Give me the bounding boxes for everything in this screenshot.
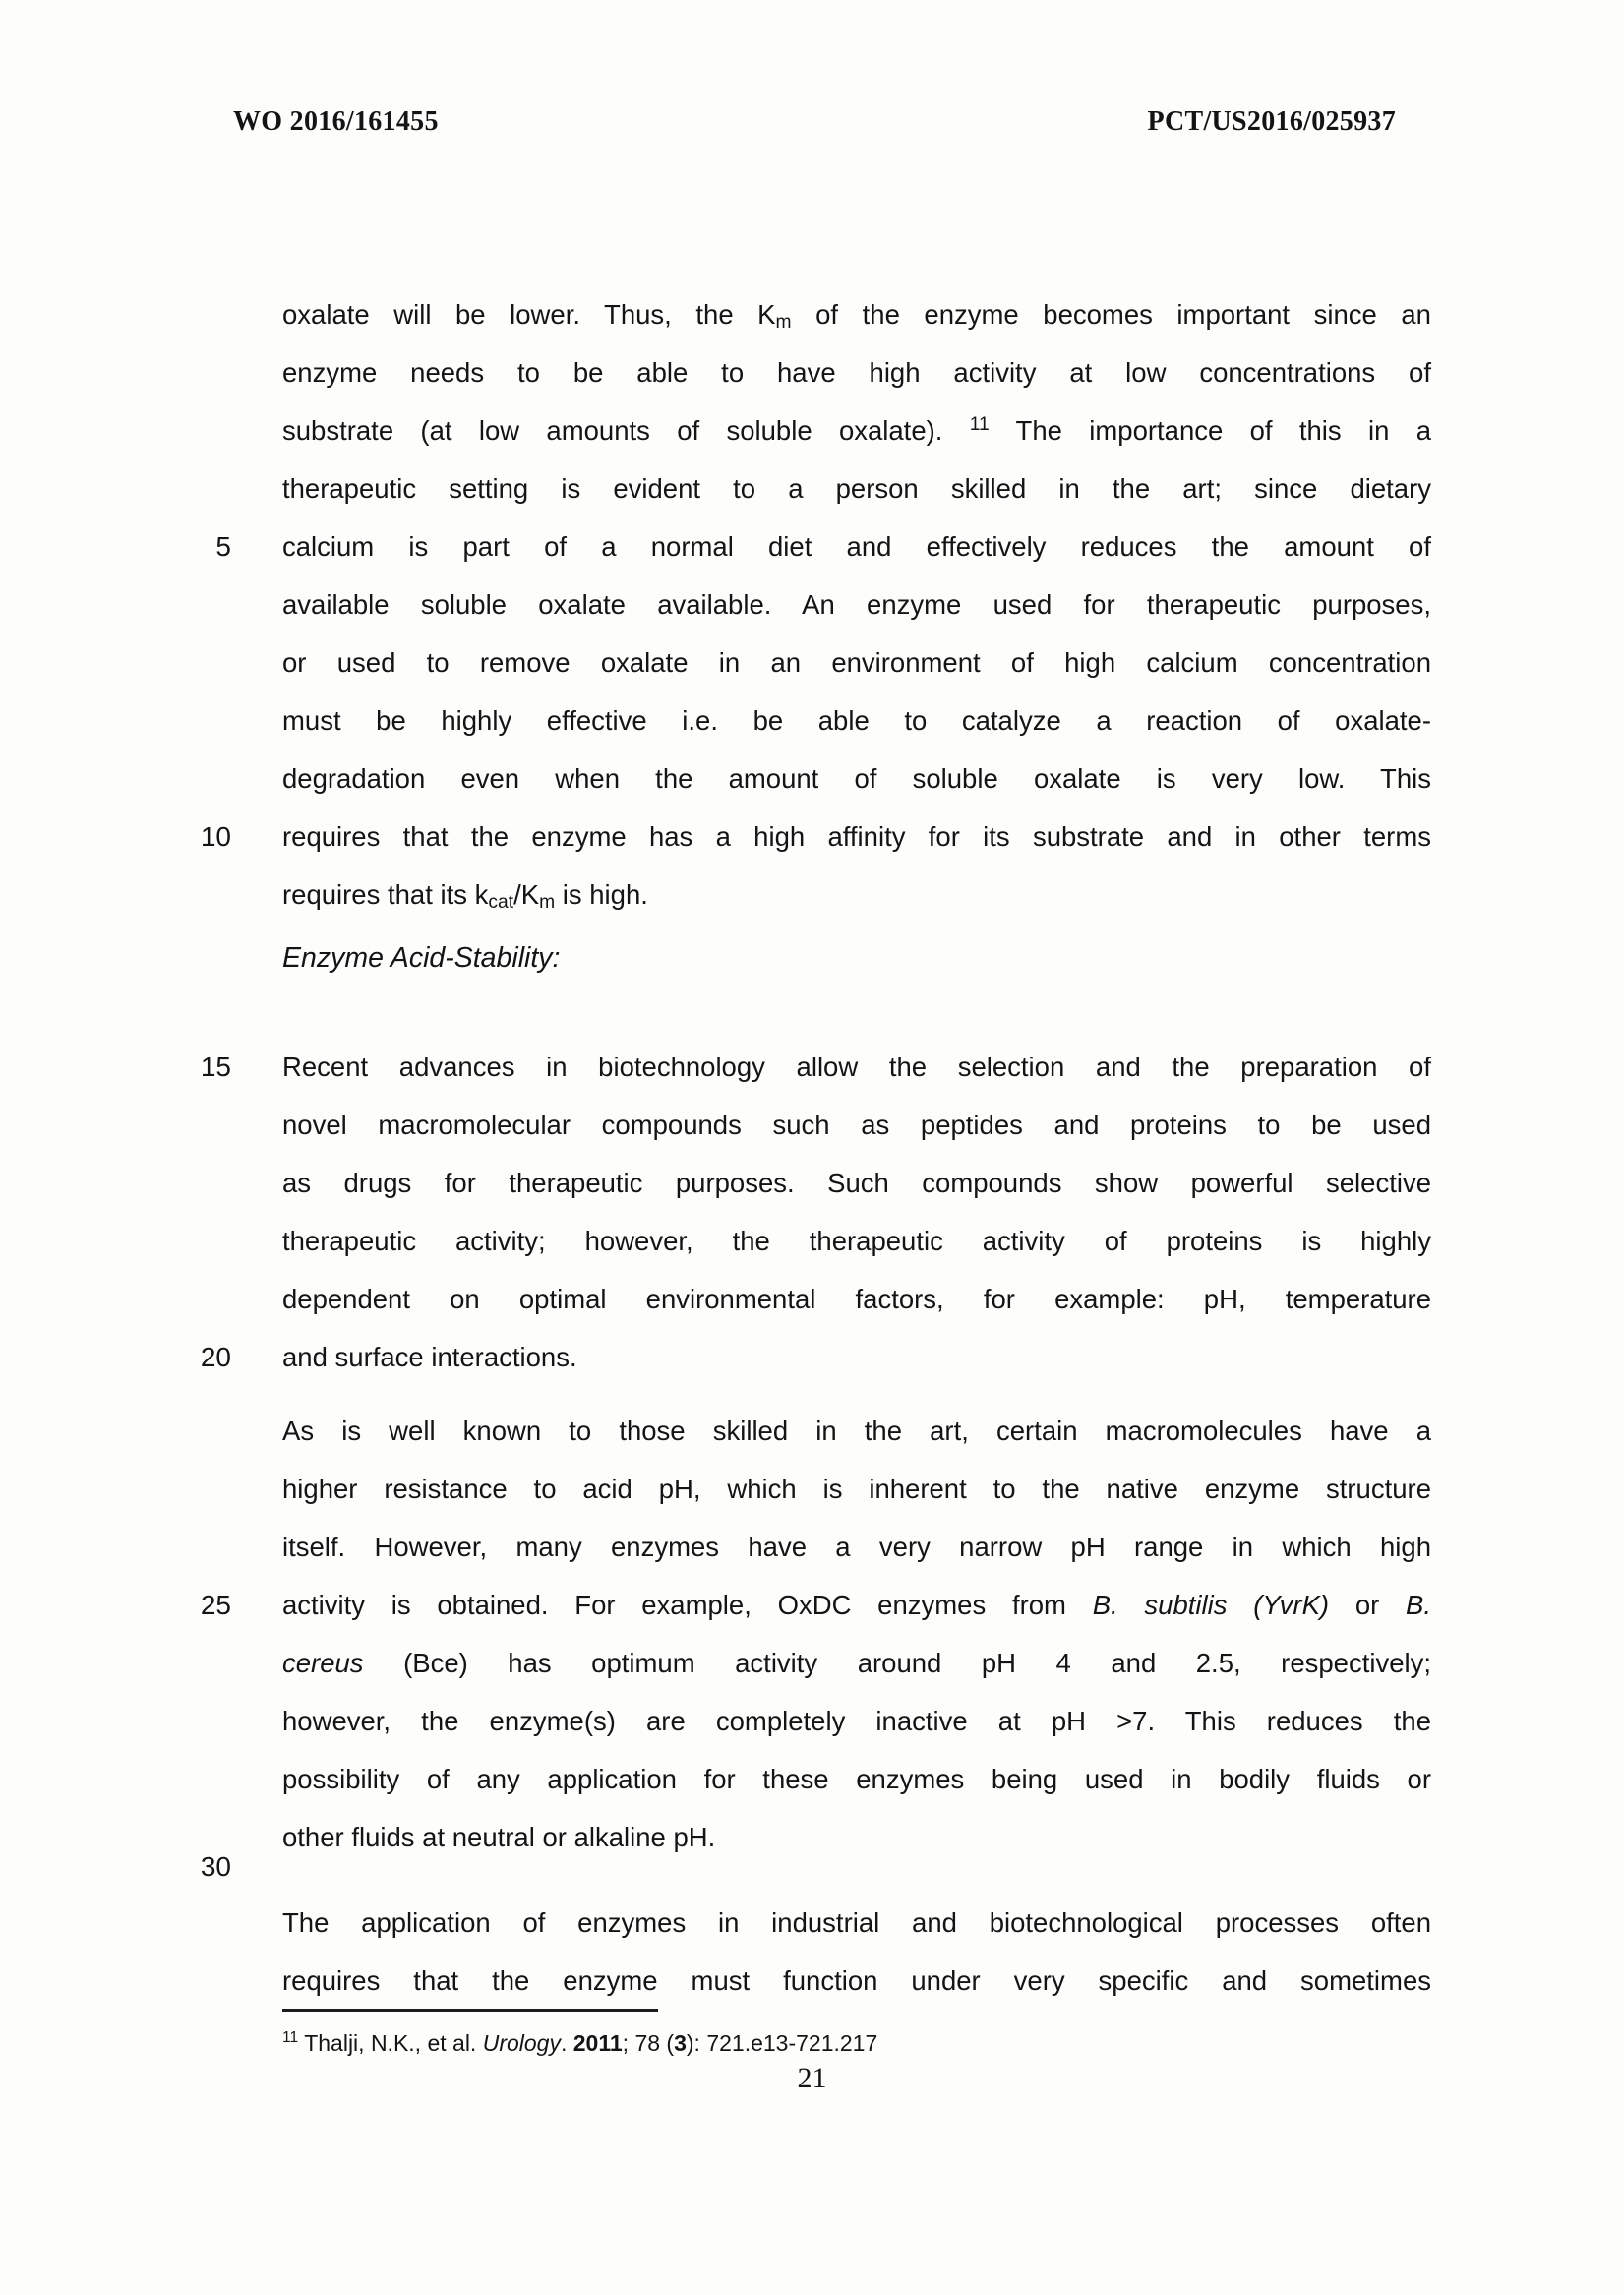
text-line: dependent on optimal environmental factors, for example: pH, temperature: [282, 1284, 1431, 1314]
line-number-30: 30: [200, 1851, 231, 1882]
line-number-10: 10: [200, 821, 231, 852]
paragraph-industrial-application: [282, 1894, 1431, 2010]
text-line: possibility of any application for these enzymes being used in bodily fluids or: [282, 1764, 1431, 1794]
text-line: calcium is part of a normal diet and effectively reduces the amount of: [282, 531, 1431, 562]
text-line: therapeutic setting is evident to a person skilled in the art; since dietary: [282, 473, 1431, 504]
text-line: The application of enzymes in industrial and biotechnological processes often: [282, 1907, 1431, 1938]
text-line: As is well known to those skilled in the art, certain macromolecules have a: [282, 1416, 1431, 1446]
publication-number: WO 2016/161455: [233, 106, 439, 137]
line-number-25: 25: [200, 1590, 231, 1620]
text-line: and surface interactions.: [282, 1342, 577, 1372]
text-line: available soluble oxalate available. An enzyme used for therapeutic purposes,: [282, 589, 1431, 620]
text-line: enzyme needs to be able to have high activity at low concentrations of: [282, 357, 1431, 388]
text-line: oxalate will be lower. Thus, the $K_m$ of the enzyme becomes important since an: [282, 299, 1431, 332]
text-line: therapeutic activity; however, the therapeutic activity of proteins is highly: [282, 1226, 1431, 1256]
text-line: as drugs for therapeutic purposes. Such compounds show powerful selective: [282, 1168, 1431, 1198]
text-line: degradation even when the amount of soluble oxalate is very low. This: [282, 763, 1431, 794]
paragraph-km-importance: [282, 285, 1431, 924]
text-line: higher resistance to acid pH, which is inherent to the native enzyme structure: [282, 1474, 1431, 1504]
footnote-separator: [282, 2009, 658, 2012]
text-line: or used to remove oxalate in an environment of high calcium concentration: [282, 647, 1431, 678]
text-line: requires that the enzyme must function under very specific and sometimes: [282, 1965, 1431, 1996]
paragraph-biotech-advances: [282, 1038, 1431, 1386]
text-line: however, the enzyme(s) are completely inactive at pH >7. This reduces the: [282, 1706, 1431, 1736]
text-line: Recent advances in biotechnology allow the selection and the preparation of: [282, 1052, 1431, 1082]
text-line: substrate (at low amounts of soluble oxalate). $^{11}$ The importance of this in a: [282, 414, 1432, 446]
line-number-15: 15: [200, 1052, 231, 1082]
text-line: activity is obtained. For example, OxDC enzymes from B. subtilis (YvrK) or B.: [282, 1590, 1432, 1620]
text-line: must be highly effective i.e. be able to catalyze a reaction of oxalate-: [282, 705, 1431, 736]
footnote-citation: $^{11}$ Thalji, N.K., et al. Urology. 2011; 78 (3): 721.e13-721.217: [282, 2029, 878, 2056]
text-line: cereus (Bce) has optimum activity around pH 4 and 2.5, respectively;: [282, 1648, 1431, 1678]
text-line: itself. However, many enzymes have a very narrow pH range in which high: [282, 1532, 1431, 1562]
text-line: novel macromolecular compounds such as peptides and proteins to be used: [282, 1110, 1431, 1140]
line-number-5: 5: [215, 531, 231, 562]
text-line: other fluids at neutral or alkaline pH.: [282, 1822, 716, 1852]
text-line: requires that its $k_{cat}/K_m$ is high.: [282, 879, 648, 913]
line-number-20: 20: [200, 1342, 231, 1372]
section-heading: Enzyme Acid-Stability:: [282, 942, 561, 974]
application-number: PCT/US2016/025937: [1147, 106, 1396, 137]
text-line: requires that the enzyme has a high affinity for its substrate and in other terms: [282, 821, 1431, 852]
page-number: 21: [797, 2062, 827, 2094]
paragraph-acid-ph-resistance: [282, 1402, 1431, 1866]
